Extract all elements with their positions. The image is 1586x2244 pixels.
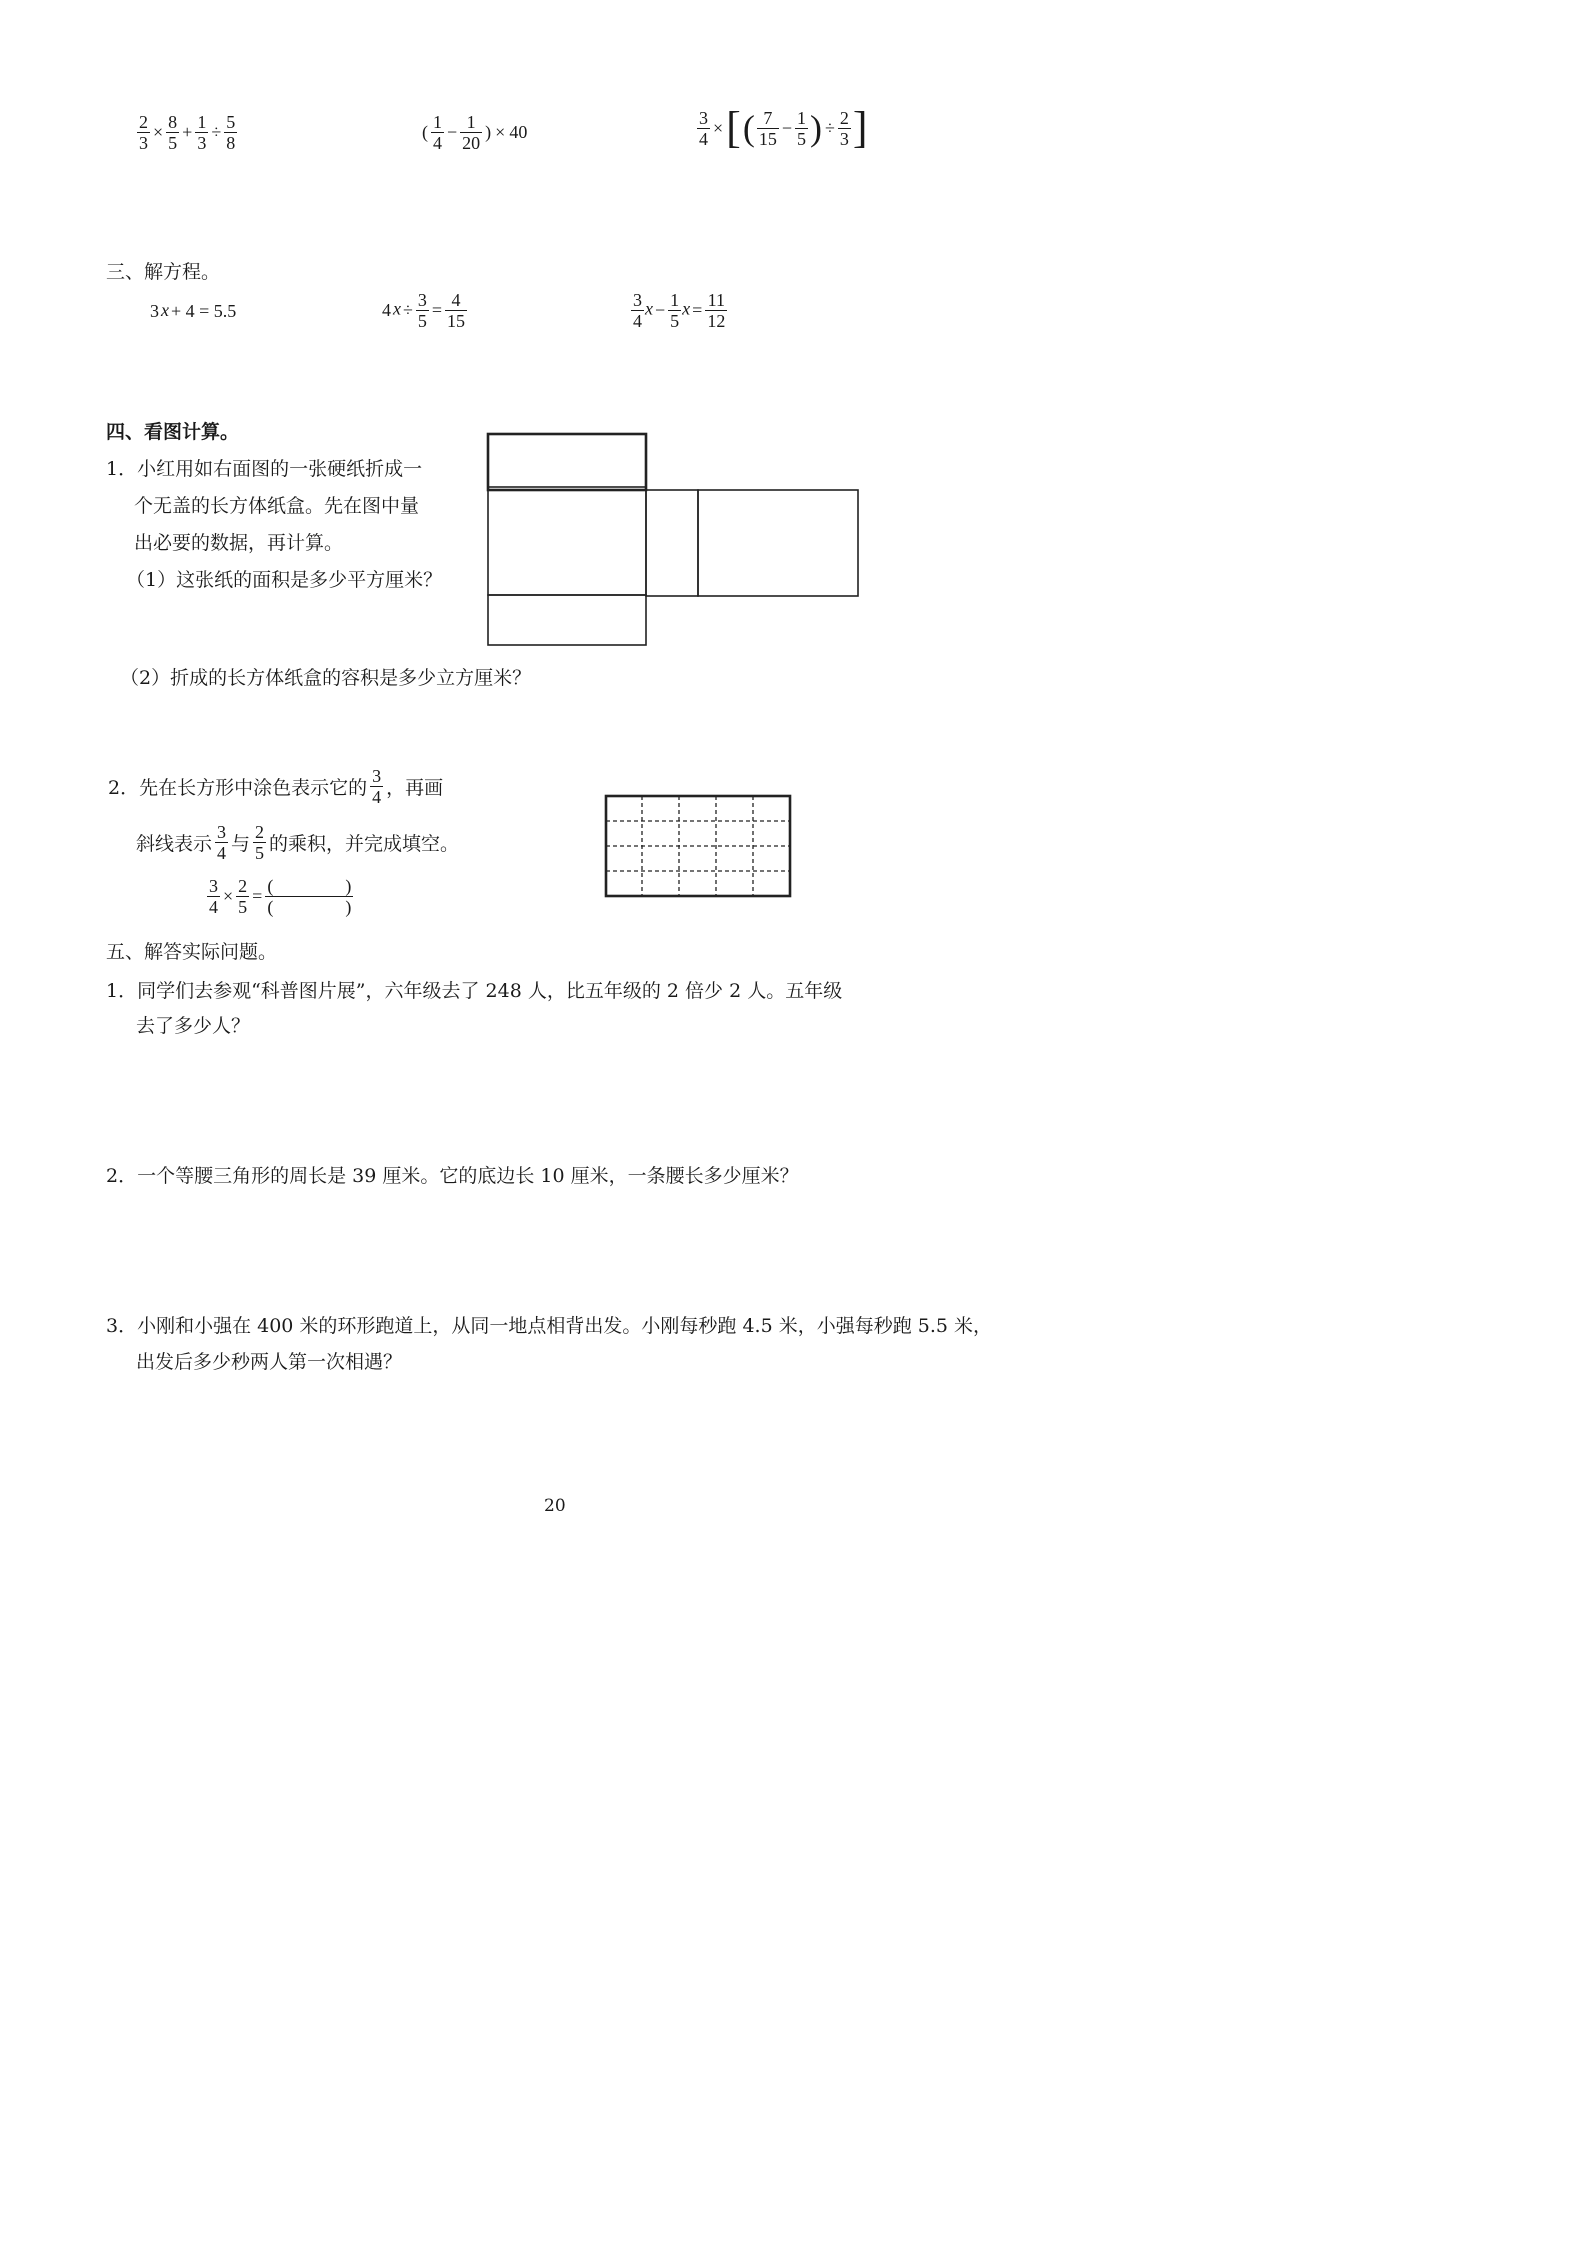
equation-3: $\frac{3}{4}$ x − $\frac{1}{5}$ x = $\frac{11}{12}$	[633, 290, 726, 331]
q4-1-sub-1: （1）这张纸的面积是多少平方厘米？	[126, 569, 443, 591]
q4-1-line-3: 出必要的数据，再计算。	[134, 532, 344, 554]
calc-expression-3: $\frac{3}{4}$ ×[( $\frac{7}{15}$ − $\frac{1}{5}$ ) ÷ $\frac{2}{3}$ ]	[699, 103, 868, 152]
q4-1-line-2: 个无盖的长方体纸盒。先在图中量	[134, 495, 420, 517]
net-top-flap	[488, 434, 646, 490]
q4-2-line-1: 2．先在长方形中涂色表示它的 $\frac{3}{4}$ ，再画	[108, 766, 444, 807]
net-side-wide	[698, 490, 858, 596]
page-number: 20	[544, 1496, 566, 1516]
box-net-figure	[484, 430, 864, 650]
calc-expression-2: ( $\frac{1}{4}$ − $\frac{1}{20}$ ) × 40	[422, 112, 528, 153]
q4-2-fill-equation: $\frac{3}{4}$ × $\frac{2}{5}$ = $\frac{( )}{( )}$	[209, 876, 352, 917]
net-base	[488, 487, 646, 595]
grid-rectangle[interactable]	[604, 794, 794, 900]
equation-1: 3 x + 4 = 5.5	[150, 300, 237, 322]
q4-2-line-2: 斜线表示 $\frac{3}{4}$ 与 $\frac{2}{5}$ 的乘积，并完成填空。	[136, 822, 460, 863]
section-4-title: 四、看图计算。	[106, 421, 240, 443]
q5-1-line-2: 去了多少人？	[136, 1015, 251, 1037]
equation-2: 4 x ÷ $\frac{3}{5}$ = $\frac{4}{15}$	[382, 290, 466, 331]
q4-1-sub-2: （2）折成的长方体纸盒的容积是多少立方厘米？	[120, 667, 532, 689]
q5-1-line-1: 1．同学们去参观“科普图片展”，六年级去了 248 人，比五年级的 2 倍少 2 人。五年级	[106, 980, 843, 1002]
net-side-narrow	[646, 490, 698, 596]
calc-expression-1: $\frac{2}{3}$ × $\frac{8}{5}$ + $\frac{1}{3}$ ÷ $\frac{5}{8}$	[139, 112, 236, 153]
q5-2: 2．一个等腰三角形的周长是 39 厘米。它的底边长 10 厘米，一条腰长多少厘米？	[106, 1165, 799, 1187]
section-3-title: 三、解方程。	[106, 261, 221, 283]
answer-blank-fraction[interactable]: $\frac{( )}{( )}$	[267, 876, 352, 917]
section-5-title: 五、解答实际问题。	[106, 941, 278, 963]
q5-3-line-2: 出发后多少秒两人第一次相遇？	[136, 1351, 403, 1373]
q5-3-line-1: 3．小刚和小强在 400 米的环形跑道上，从同一地点相背出发。小刚每秒跑 4.5 米，小强每秒跑 5.5 米，	[106, 1315, 993, 1337]
net-bottom-flap	[488, 595, 646, 645]
q4-1-line-1: 1．小红用如右面图的一张硬纸折成一	[106, 458, 423, 480]
